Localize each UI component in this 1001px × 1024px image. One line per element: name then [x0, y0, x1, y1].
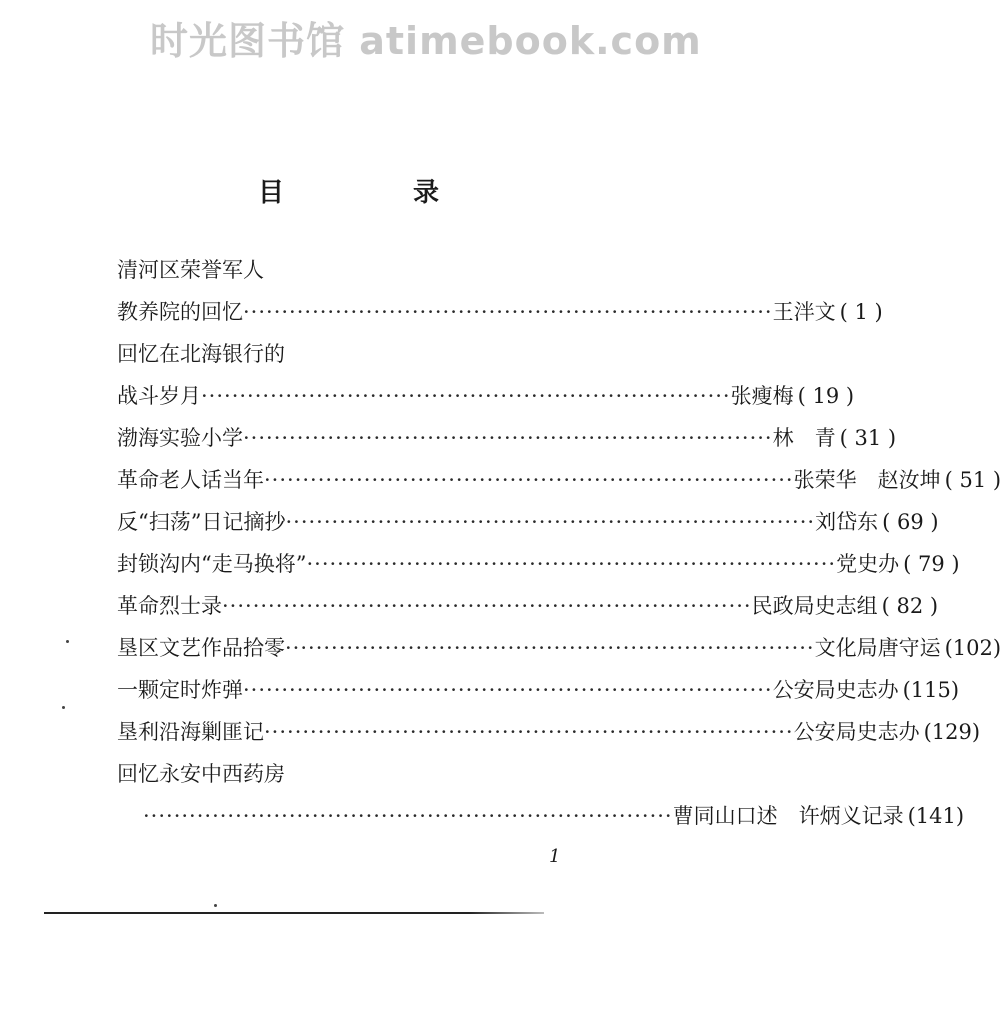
entry-title: 垦利沿海剿匪记	[117, 720, 264, 744]
entry-page: ( 19 )	[797, 384, 855, 408]
entry-page: (102)	[944, 636, 1001, 660]
dot-leader: ·····································································	[243, 426, 773, 450]
toc-entry	[117, 462, 1001, 504]
entry-page: (141)	[907, 804, 965, 828]
toc-entry	[117, 504, 939, 546]
entry-title: 战斗岁月	[117, 384, 201, 408]
entry-title: 回忆永安中西药房	[117, 762, 285, 786]
toc-entry	[117, 420, 897, 462]
entry-page: (115)	[902, 678, 960, 702]
entry-author: 刘岱东	[815, 510, 879, 534]
entry-page: (129)	[923, 720, 981, 744]
toc-entry	[117, 798, 965, 840]
toc-entry	[117, 336, 587, 378]
entry-title: 一颗定时炸弹	[117, 678, 243, 702]
dot-leader: ·····································································	[264, 720, 794, 744]
entry-title: 封锁沟内“走马换将”	[117, 552, 307, 576]
toc-entry	[117, 588, 939, 630]
entry-page: ( 31 )	[839, 426, 897, 450]
dot-leader: ·····································································	[243, 300, 773, 324]
entry-page: ( 51 )	[944, 468, 1001, 492]
toc-entry	[117, 630, 1001, 672]
entry-author: 民政局史志组	[751, 594, 878, 618]
dot-leader: ·····································································	[222, 594, 752, 618]
entry-author: 党史办	[836, 552, 900, 576]
entry-page: ( 1 )	[839, 300, 883, 324]
entry-page: ( 69 )	[882, 510, 939, 534]
toc-entry	[117, 378, 855, 420]
scan-speck	[66, 640, 69, 643]
entry-author: 曹同山口述 许炳义记录	[672, 804, 904, 828]
entry-author: 公安局史志办	[793, 720, 920, 744]
entry-title: 垦区文艺作品拾零	[117, 636, 285, 660]
toc-entry	[117, 294, 883, 336]
dot-leader: ·····································································	[143, 804, 673, 828]
entry-title: 教养院的回忆	[117, 300, 243, 324]
entry-author: 王泮文	[772, 300, 836, 324]
dot-leader: ·····································································	[264, 468, 794, 492]
dot-leader: ·····································································	[285, 636, 815, 660]
entry-title: 回忆在北海银行的	[117, 342, 285, 366]
scan-speck	[62, 706, 65, 709]
entry-title: 革命烈士录	[117, 594, 222, 618]
toc-entry	[117, 546, 960, 588]
toc-entry	[117, 714, 981, 756]
entry-author: 文化局唐守运	[814, 636, 941, 660]
dot-leader: ·····································································	[285, 510, 816, 534]
toc-entry	[117, 252, 587, 294]
entry-title: 清河区荣誉军人	[117, 258, 264, 282]
scan-speck	[214, 904, 217, 907]
dot-leader: ·····································································	[243, 678, 773, 702]
entry-author: 公安局史志办	[772, 678, 899, 702]
entry-title: 反“扫荡”日记摘抄	[117, 510, 286, 534]
entry-page: ( 79 )	[903, 552, 960, 576]
toc-title: 目 录	[257, 178, 500, 208]
entry-author: 张荣华 赵汝坤	[793, 468, 941, 492]
entry-title: 渤海实验小学	[117, 426, 243, 450]
page-number: 1	[549, 846, 561, 867]
toc-list	[117, 252, 1001, 840]
entry-author: 张瘦梅	[730, 384, 794, 408]
dot-leader: ·····································································	[306, 552, 837, 576]
bottom-rule	[44, 912, 544, 914]
entry-page: ( 82 )	[881, 594, 939, 618]
toc-entry	[117, 672, 960, 714]
toc-entry	[117, 756, 587, 798]
entry-title: 革命老人话当年	[117, 468, 264, 492]
dot-leader: ·····································································	[201, 384, 731, 408]
watermark: 时光图书馆 atimebook.com	[150, 19, 702, 63]
entry-author: 林 青	[772, 426, 836, 450]
